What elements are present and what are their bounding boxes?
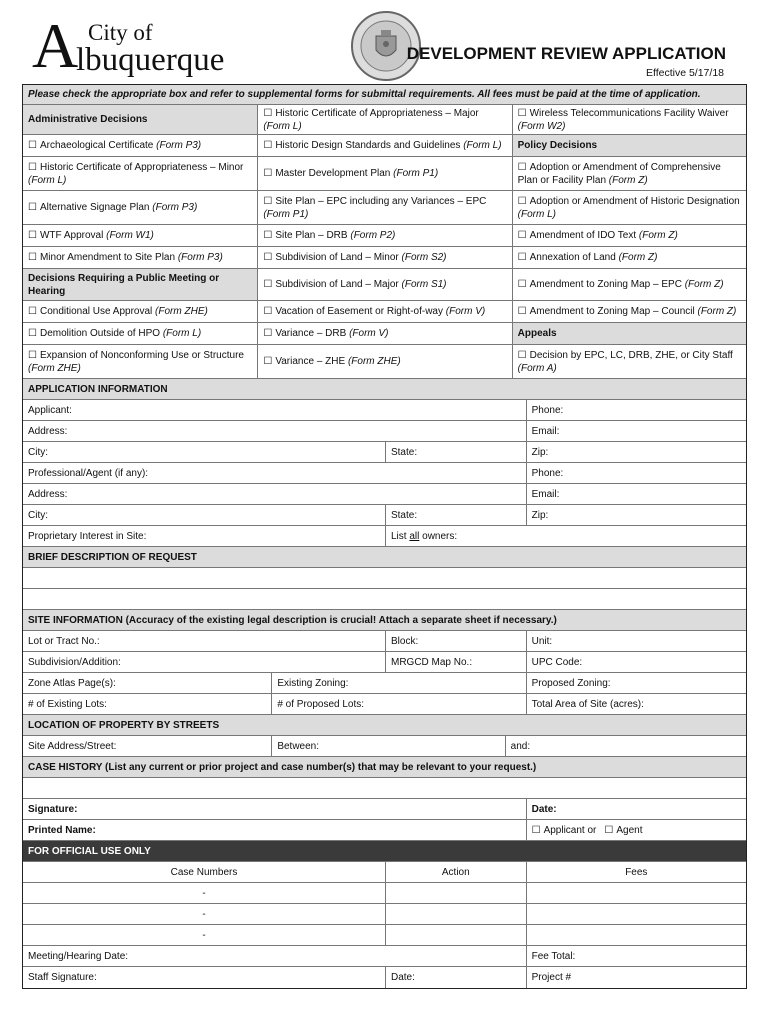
option-master-dev[interactable]: ☐ Master Development Plan (Form P1) [257,157,511,190]
agent-state-field[interactable]: State: [385,505,526,525]
form-row [23,400,746,421]
decision-row [23,301,746,323]
city-field[interactable]: City: [28,446,48,458]
form-row [23,820,746,841]
form-row [23,505,746,526]
option-demolition[interactable]: ☐ Demolition Outside of HPO (Form L) [28,328,202,339]
signature-field[interactable]: Signature: [28,803,78,815]
option-subdiv-major[interactable]: ☐ Subdivision of Land – Major (Form S1) [257,269,511,300]
official-table-row [23,883,746,904]
description-input[interactable] [23,568,746,588]
total-area-field[interactable]: Total Area of Site (acres): [526,694,746,714]
option-wtf[interactable]: ☐ WTF Approval (Form W1) [28,230,154,241]
form-row [23,673,746,694]
option-adoption-hist[interactable]: ☐ Adoption or Amendment of Historic Designation (Form L) [512,191,746,224]
decision-row [23,135,746,157]
form-row [23,526,746,547]
admin-decisions-header: Administrative Decisions [23,105,257,134]
fees-header: Fees [526,862,746,882]
form-row [23,652,746,673]
lot-field[interactable]: Lot or Tract No.: [28,635,100,647]
option-ido-text[interactable]: ☐ Amendment of IDO Text (Form Z) [512,225,746,246]
subdivision-field[interactable]: Subdivision/Addition: [28,656,121,668]
address-field[interactable]: Address: [28,425,68,437]
option-variance-drb[interactable]: ☐ Variance – DRB (Form V) [257,323,511,344]
option-vacation[interactable]: ☐ Vacation of Easement or Right-of-way (Form V) [257,301,511,322]
option-wireless[interactable]: ☐ Wireless Telecommunications Facility Waiver (Form W2) [512,105,746,134]
existing-zoning-field[interactable]: Existing Zoning: [271,673,525,693]
applicant-checkbox[interactable]: ☐ Applicant or [531,824,597,836]
section-header-row [23,379,746,400]
form-row [23,631,746,652]
description-line [23,589,746,610]
decision-row [23,323,746,345]
option-hist-minor[interactable]: ☐ Historic Certificate of Appropriateness – Minor (Form L) [28,161,244,186]
option-site-epc[interactable]: ☐ Site Plan – EPC including any Variances – EPC (Form P1) [257,191,511,224]
upc-field[interactable]: UPC Code: [526,652,746,672]
option-adoption-comp[interactable]: ☐ Adoption or Amendment of Comprehensive Plan or Facility Plan (Form Z) [512,157,746,190]
agent-checkbox[interactable]: ☐ Agent [604,824,643,836]
case-history-input[interactable] [23,778,746,798]
form-row [23,463,746,484]
signature-date-field[interactable]: Date: [526,799,746,819]
policy-decisions-header: Policy Decisions [512,135,746,156]
action-cell[interactable] [385,904,526,924]
official-table-header [23,862,746,883]
site-address-field[interactable]: Site Address/Street: [28,740,117,752]
existing-lots-field[interactable]: # of Existing Lots: [28,698,107,710]
option-expansion[interactable]: ☐ Expansion of Nonconforming Use or Structure (Form ZHE) [28,349,244,374]
page-header: A City of lbuquerque DEVELOPMENT REVIEW APPLICATION Effective 5/17/18 [32,10,726,81]
decision-row [23,247,746,269]
option-subdiv-minor[interactable]: ☐ Subdivision of Land – Minor (Form S2) [257,247,511,268]
option-decision-appeal[interactable]: ☐ Decision by EPC, LC, DRB, ZHE, or City Staff (Form A) [512,345,746,378]
section-header-row [23,841,746,862]
form-row [23,421,746,442]
notice-text: Please check the appropriate box and refer to supplemental forms for submittal requirements. All fees must be paid at the time of application. [23,85,746,104]
decision-row [23,191,746,225]
staff-signature-field[interactable]: Staff Signature: [28,972,97,983]
email-field[interactable]: Email: [526,421,746,441]
professional-field[interactable]: Professional/Agent (if any): [28,467,149,479]
form-row [23,946,746,967]
zone-atlas-field[interactable]: Zone Atlas Page(s): [28,677,116,689]
fees-cell[interactable] [526,925,746,945]
proposed-lots-field[interactable]: # of Proposed Lots: [271,694,525,714]
decision-row [23,225,746,247]
agent-city-field[interactable]: City: [28,509,48,521]
page-title: DEVELOPMENT REVIEW APPLICATION [406,44,726,63]
effective-date: Effective 5/17/18 [645,67,724,79]
official-table-row [23,904,746,925]
agent-phone-field[interactable]: Phone: [526,463,746,483]
between-field[interactable]: Between: [271,736,504,756]
form-row [23,736,746,757]
section-header-row [23,610,746,631]
zip-field[interactable]: Zip: [526,442,746,462]
option-hist-major[interactable]: ☐ Historic Certificate of Appropriateness – Major (Form L) [257,105,511,134]
decision-row [23,269,746,301]
project-number-field[interactable]: Project # [526,967,746,988]
option-alt-signage[interactable]: ☐ Alternative Signage Plan (Form P3) [28,202,198,213]
decision-row [23,345,746,379]
option-minor-amend[interactable]: ☐ Minor Amendment to Site Plan (Form P3) [28,252,223,263]
action-header: Action [385,862,526,882]
option-site-drb[interactable]: ☐ Site Plan – DRB (Form P2) [257,225,511,246]
agent-address-field[interactable]: Address: [28,488,68,500]
brief-description-header: BRIEF DESCRIPTION OF REQUEST [23,547,746,567]
proposed-zoning-field[interactable]: Proposed Zoning: [526,673,746,693]
case-number-cell[interactable]: - [202,887,206,899]
unit-field[interactable]: Unit: [526,631,746,651]
role-options [526,820,746,840]
form-row [23,799,746,820]
application-info-header: APPLICATION INFORMATION [23,379,746,399]
case-history-line [23,778,746,799]
description-line [23,568,746,589]
option-annexation[interactable]: ☐ Annexation of Land (Form Z) [512,247,746,268]
case-number-cell[interactable]: - [202,908,206,920]
staff-date-field[interactable]: Date: [385,967,526,988]
phone-field[interactable]: Phone: [526,400,746,420]
action-cell[interactable] [385,883,526,903]
official-table-row [23,925,746,946]
notice-row [23,85,746,105]
block-field[interactable]: Block: [385,631,526,651]
action-cell[interactable] [385,925,526,945]
and-field[interactable]: and: [505,736,746,756]
public-decisions-header: Decisions Requiring a Public Meeting or Hearing [23,269,257,300]
owners-field[interactable]: List all owners: [385,526,746,546]
option-archaeological[interactable]: ☐ Archaeological Certificate (Form P3) [28,140,202,151]
section-header-row [23,547,746,568]
decision-row [23,157,746,191]
form-row [23,694,746,715]
fee-total-field[interactable]: Fee Total: [526,946,746,966]
fees-cell[interactable] [526,904,746,924]
site-info-header: SITE INFORMATION (Accuracy of the existing legal description is crucial! Attach a separate sheet if necessary.) [23,610,746,630]
state-field[interactable]: State: [385,442,526,462]
fees-cell[interactable] [526,883,746,903]
option-variance-zhe[interactable]: ☐ Variance – ZHE (Form ZHE) [257,345,511,378]
form-row [23,967,746,988]
applicant-field[interactable]: Applicant: [28,404,72,416]
description-input[interactable] [23,589,746,609]
appeals-header: Appeals [512,323,746,344]
case-number-cell[interactable]: - [202,929,206,941]
option-zoning-epc[interactable]: ☐ Amendment to Zoning Map – EPC (Form Z) [512,269,746,300]
official-use-header: FOR OFFICIAL USE ONLY [23,841,746,861]
meeting-date-field[interactable]: Meeting/Hearing Date: [28,950,129,962]
form-row [23,442,746,463]
option-conditional[interactable]: ☐ Conditional Use Approval (Form ZHE) [28,306,208,317]
application-form [22,84,747,989]
decision-row [23,105,746,135]
location-header: LOCATION OF PROPERTY BY STREETS [23,715,746,735]
section-header-row [23,757,746,778]
mrgcd-field[interactable]: MRGCD Map No.: [385,652,526,672]
printed-name-field[interactable]: Printed Name: [28,824,96,836]
agent-email-field[interactable]: Email: [526,484,746,504]
proprietary-field[interactable]: Proprietary Interest in Site: [28,530,147,542]
option-hist-design[interactable]: ☐ Historic Design Standards and Guidelines (Form L) [257,135,511,156]
section-header-row [23,715,746,736]
case-history-header: CASE HISTORY (List any current or prior project and case number(s) that may be relevant to your request.) [23,757,746,777]
form-row [23,484,746,505]
option-zoning-council[interactable]: ☐ Amendment to Zoning Map – Council (Form Z) [512,301,746,322]
agent-zip-field[interactable]: Zip: [526,505,746,525]
case-numbers-header: Case Numbers [170,866,238,878]
